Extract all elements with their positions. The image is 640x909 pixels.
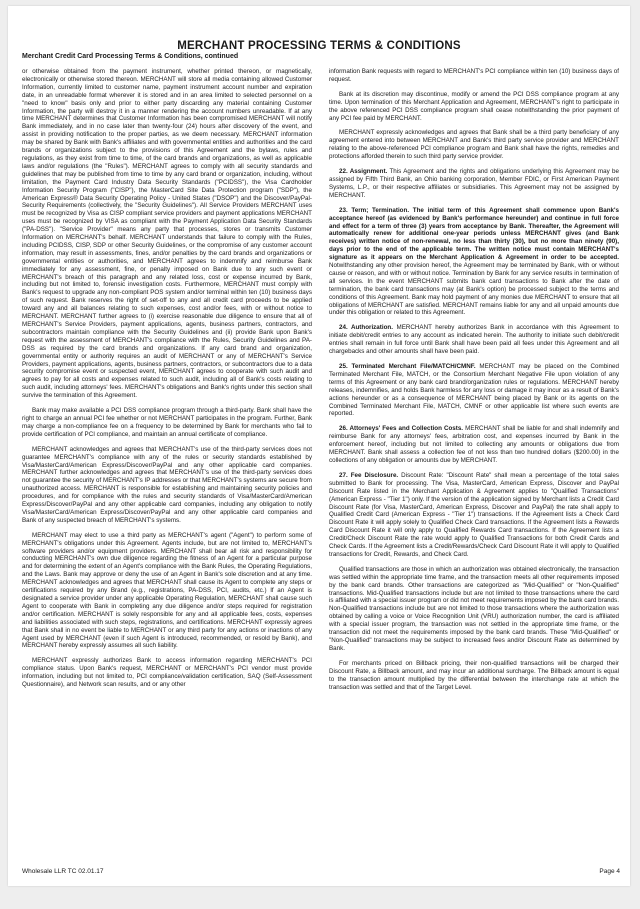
paragraph <box>329 129 619 161</box>
paragraph: Bank may make available a PCI DSS compliance program through a third-party. Bank shall have the right to charge an annual PCI fee whether or not MERCHANT participates in the program. Further, Bank may charge a non-compliance fee on a frequency to be determined by Bank for merchants who fail to provide certification of PCI compliance, and maintain an annual certificate of compliance. <box>22 407 312 438</box>
paragraph <box>329 566 619 653</box>
section-heading-bold-clause: 23. Term; Termination. The initial term of this Agreement shall commence upon Bank's acceptance hereof (as evidenced by Bank's performance hereunder) and continue in full force and effect for a term of three (3) years from acceptance by Bank. Thereafter, the Agreement will automatically renew for additional one-year periods unless MERCHANT gives (and Bank receives) written notice of non-renewal, no less than thirty (30), but no more than ninety (90), days prior to the end of the applicable term. The written notice must contain MERCHANT's signature as it appears on the Merchant Application & Agreement in order to be accepted. <box>329 206 619 262</box>
paragraph: or otherwise obtained from the payment instrument, whether printed thereon, or magnetically, electronically or otherwise stored thereon. MERCHANT will store all media containing allowed Customer Information, currently limited to customer name, payment instrument account number and expiration date, in an unreadable format wherever it is stored and in an area limited to selected personnel on a "need to know" basis only and prior to either party discarding any material containing Customer Information, the party will destroy it in a manner rendering the account numbers unreadable. If at any time MERCHANT determines that Customer Information has been compromised MERCHANT will notify Bank immediately, and in no case later than twenty-four (24) hours after discovery of the event, and assist in providing notification to the proper parties, as we deem necessary. MERCHANT information may be shared by Bank with Bank's affiliates and with governmental entities and authorities and the card brands or organizations subject to the provisions of this Agreement and the bylaws, rules and regulations, as they exist from time to time, of the card brands and organizations, as well as applicable laws and/or regulations (the "Rules"). MERCHANT agrees to comply with all security standards and guidelines that may be published from time to time by any card brand or organization, including, without limitation, the Payment Card Industry Data Security Standards ("PCIDSS"), the Visa Cardholder Information Security Program ("CISP"), the MasterCard Site Data Protection program ("SDP"), the American Express® Data Security Operating Policy - United States ("DSOP") and the Discover/PayPal-Security Requirements (collectively, the "Security Guidelines"). All Service Providers MERCHANT uses must be recognized by Visa as CISP compliant service providers and payment applications MERCHANT uses must be recognized by VISA as compliant with the Payment Application Data Security Standards ("PA-DSS"). "Service Provider" means any party that processes, stores or transmits Customer Information on MERCHANT's behalf. MERCHANT understands that failure to comply with the Rules, including PCIDSS, CISP, SDP or other Security Guidelines, or the compromise of any customer account information, may result in assessments, fines, and/or penalties by the card brands and organizations or governmental entities or authorities, and MERCHANT agrees to indemnify and reimburse Bank immediately for any assessment, fine, or penalty imposed on Bank due to any such event or MERCHANT's breach of this paragraph and any related loss, cost or expense incurred by Bank, including but not limited to, forensic investigation costs. Furthermore, MERCHANT must comply with Bank's request to upgrade any non-compliant POS system and/or terminal within ten (10) business days of such request. Bank reserves the right of set-off to any and all credit card proceeds to be applied toward any and all balances relating to such expenses, cost and/or fees, with or without notice to MERCHANT. MERCHANT further agrees to (i) exercise reasonable due diligence to ensure that all of MERCHANT's Service Providers, payment applications, agents, business partners, contractors, and subcontractors maintain compliance with the Security Guidelines and (ii) provide Bank upon Bank's request with the assessment of MERCHANT's compliance with the Rules, Security Guidelines and PA-DSS as required by the card brands and organizations. If any card brand and organization, governmental entity or authority requires an audit of MERCHANT or any of MERCHANT's Service Providers, payment applications, agents, business partners, contractors, or subcontractors due to a data security compromise event or suspected event, MERCHANT agrees to cooperate with such audit and agrees to pay for all costs and expenses related to such audit, including all of Bank's costs relating to such audit, including attorneys' fees. MERCHANT's obligations and Bank's rights under this section shall survive the termination of this Agreement. <box>22 68 312 400</box>
section-term-termination <box>329 207 619 318</box>
section-heading: 26. Attorneys' Fees and Collection Costs. <box>339 425 464 433</box>
section-terminated-merchant-file <box>329 363 619 418</box>
paragraph-text: This Agreement and the rights and obligations underlying this Agreement may be assigned by Fifth Third Bank, an Ohio banking corporation, Member FDIC, or First American Payment Systems, L.P., or their respective affiliates or subsidiaries. This Agreement may not be assigned by MERCHANT. <box>329 168 619 199</box>
left-column <box>22 68 312 858</box>
paragraph-text: MERCHANT shall be liable for and shall indemnify and reimburse Bank for any attorneys' fees, arbitration cost, and expenses incurred by Bank in the enforcement hereof, including but not limited to collecting any amounts or obligations due from MERCHANT. Bank shall assess a collection fee of not less than two hundred dollars ($200.00) in the collections of any obligation or amounts due by MERCHANT. <box>329 425 619 464</box>
paragraph <box>329 660 619 692</box>
section-heading: 24. Authorization. <box>339 324 393 332</box>
footer-form-id: Wholesale LLR TC 02.01.17 <box>22 868 104 875</box>
paragraph <box>329 91 619 123</box>
paragraph-text: MERCHANT expressly acknowledges and agrees that Bank shall be a third party beneficiary of any agreement entered into between MERCHANT and Bank's third party service provider and MERCHANT relating to the above-referenced PCI compliance program and Bank shall have the rights, remedies and protections afforded therein to such third party service provider. <box>329 129 619 161</box>
page-title: MERCHANT PROCESSING TERMS & CONDITIONS <box>177 40 461 52</box>
section-authorization <box>329 324 619 356</box>
paragraph: MERCHANT expressly authorizes Bank to access information regarding MERCHANT's PCI compliance status. Upon Bank's request, MERCHANT or MERCHANT's PCI vendor must provide information, including but not limited to, PCI compliance/validation certification, SAQ (Self-Assessment Questionnaire), and Network scan results, and or any other <box>22 657 312 689</box>
section-attorneys-fees <box>329 425 619 465</box>
document-page <box>8 6 630 886</box>
paragraph-text: For merchants priced on Billback pricing, their non-qualified transactions will be charged their Discount Rate, a Billback amount, and may incur an additional surcharge. The Billback amount is equal to the transaction amount multiplied by the differential between the interchange rate at which the transaction was settled and that of the Target Level. <box>329 659 619 691</box>
paragraph-text: information Bank requests with regard to MERCHANT's PCI compliance within ten (10) business days of request. <box>329 68 619 83</box>
page-subtitle: Merchant Credit Card Processing Terms & Conditions, continued <box>22 53 239 60</box>
section-heading: 25. Terminated Merchant File/MATCH/CMNF. <box>339 363 476 370</box>
paragraph-text: MERCHANT hereby authorizes Bank in accordance with this Agreement to initiate debit/credit entries to any account as indicated herein. The authority to initiate such debit/credit entries shall remain in full force until Bank shall have been paid all fees under this Agreement and all chargebacks and other amounts shall have been paid. <box>329 324 619 356</box>
paragraph-text: Bank at its discretion may discontinue, modify or amend the PCI DSS compliance program at any time. Upon termination of this Merchant Application and Agreement, MERCHANT's right to participate in the above referenced PCI DSS compliance program shall cease notwithstanding the prior payment of any PCI fee paid by MERCHANT. <box>329 90 619 122</box>
paragraph: MERCHANT acknowledges and agrees that MERCHANT's use of the third-party services does not guarantee MERCHANT's compliance with any of the rules or security standards established by Visa/MasterCard/American Express/Discover/PayPal and any other applicable card companies. MERCHANT further acknowledges and agrees that MERCHANT's use of the third-party services does not guarantee the security of MERCHANT's IP addresses or that MERCHANT's systems are secure from unauthorized access. MERCHANT is responsible for establishing and maintaining security policies and procedures, and for compliance with the rules and security standards of Visa/MasterCard/American Express/Discover/PayPal and any other applicable card companies, including any obligation to notify Visa/MasterCard/American Express/Discover/PayPal and any other applicable card companies and Bank of any suspected breach of MERCHANT's systems. <box>22 445 312 524</box>
section-heading: 27. Fee Disclosure. <box>339 471 399 479</box>
right-column <box>329 68 619 858</box>
section-assignment <box>329 168 619 200</box>
footer-page-number: Page 4 <box>599 868 620 875</box>
paragraph-text: Discount Rate: "Discount Rate" shall mean a percentage of the total sales submitted to Bank for processing. The Visa, MasterCard, American Express, Discover and PayPal Discount Rate listed in the Merchant Application & Agreement applies to "Qualified Transactions" (American Express - "Tier 1") only. If the version of the application signed by Merchant lists a Credit Card Discount Rate (for Visa, MasterCard, American Express, Discover and PayPal) the rate shall apply to Qualified Credit Card (American Express - "Tier 1") transactions. If the Agreement lists a Check Card Discount Rate it will apply solely to Qualified Check Card transactions. If the Agreement lists a Rewards Card Discount Rate it will only apply to Qualified Rewards Card transactions. If the Agreement lists a Credit/Check Discount Rate the rate would apply to Qualified Transactions for both Credit Cards and Check Cards. If the Agreement lists a Credit/Rewards/Check Card Discount Rate it will apply to Qualified transactions for Credit, Rewards, and Check Card. <box>329 471 619 558</box>
paragraph-text: Notwithstanding any other provision hereof, the Agreement may be terminated by Bank, with or without cause or reason, and with or without notice. Termination by Bank for any service results in termination of all services. In the event MERCHANT submits bank card transactions to Bank after the date of termination, the bank card transactions may (at Bank's option) be processed subject to the terms and conditions of this Agreement. Bank may hold payment of any monies due MERCHANT to ensure that all obligations of MERCHANT are satisfied. MERCHANT remains liable for any and all unpaid amounts due under this obligation or related to this Agreement. <box>329 262 619 317</box>
paragraph <box>329 68 619 84</box>
paragraph: MERCHANT may elect to use a third party as MERCHANT's agent ("Agent") to perform some of MERCHANT's obligations under this Agreement. Agents include, but are not limited to, MERCHANT's software providers and/or equipment providers. MERCHANT shall bear all risk and responsibility for conducting MERCHANT's own due diligence regarding the fitness of an Agent for a particular purpose and for determining the extent of an Agent's compliance with the Bank Rules, the Operating Regulations, and the Laws. Bank may approve or deny the use of an Agent in Bank's sole discretion and at any time. MERCHANT acknowledges and agrees that MERCHANT shall cause its Agent to complete any steps or certifications required by any Brand (e.g., registrations, PA-DSS, PCI, audits, etc.) If an Agent is designated a service provider under any applicable Operating Regulation, MERCHANT shall cause such Agent to cooperate with Bank in completing any due diligence and/or steps required for registration and/or certification. MERCHANT is solely responsible for any and all applicable fees, costs, expenses and liabilities associated with such steps, registrations, and certifications. MERCHANT expressly agrees that Bank shall in no event be liable to MERCHANT or any third party for any actions or inactions of any Agent used by MERCHANT (even if such Agent is introduced, recommended, or resold by Bank), and MERCHANT hereby expressly assumes all such liability. <box>22 531 312 650</box>
section-heading: 22. Assignment. <box>339 168 388 176</box>
paragraph-text: Qualified transactions are those in which an authorization was obtained electronically, the transaction was settled within the appropriate time frame, and the transaction meets all other requirements imposed by the bank card brands. Other transactions are categorized as "Mid-Qualified" or "Non-Qualified" transactions. Mid-Qualified transactions include but are not limited to those transactions where the card is affiliated with a special issuer program or did not meet requirements imposed by the bank card brands. Non-Qualified transactions include but are not limited to those transactions where the authorization was obtained by calling a voice or Voice Recognition Unit (VRU) authorization number, the card is affiliated with a special issuer program, the transaction was not settled in the appropriate time frame, or the transaction did not meet the requirements imposed by the bank card brands. These "Mid-Qualified" or "Non-Qualified" transactions may be subject to increased fees and/or Discount Rate as determined by Bank. <box>329 565 619 652</box>
section-fee-disclosure <box>329 472 619 559</box>
paragraph-text: MERCHANT may be placed on the Combined Terminated Merchant File, MATCH, or the Consortium Merchant Negative File upon violation of any terms of this Agreement or any bank card brand/organization rules or regulations. MERCHANT hereby releases, indemnifies, and holds Bank harmless for any loss or damage it may incur as a result of Bank's actions hereunder or as a consequence of MERCHANT being placed by Bank or its agents on the Combined Terminated Merchant File, MATCH, CMNF or other applicable list where such events are reported. <box>329 363 619 418</box>
